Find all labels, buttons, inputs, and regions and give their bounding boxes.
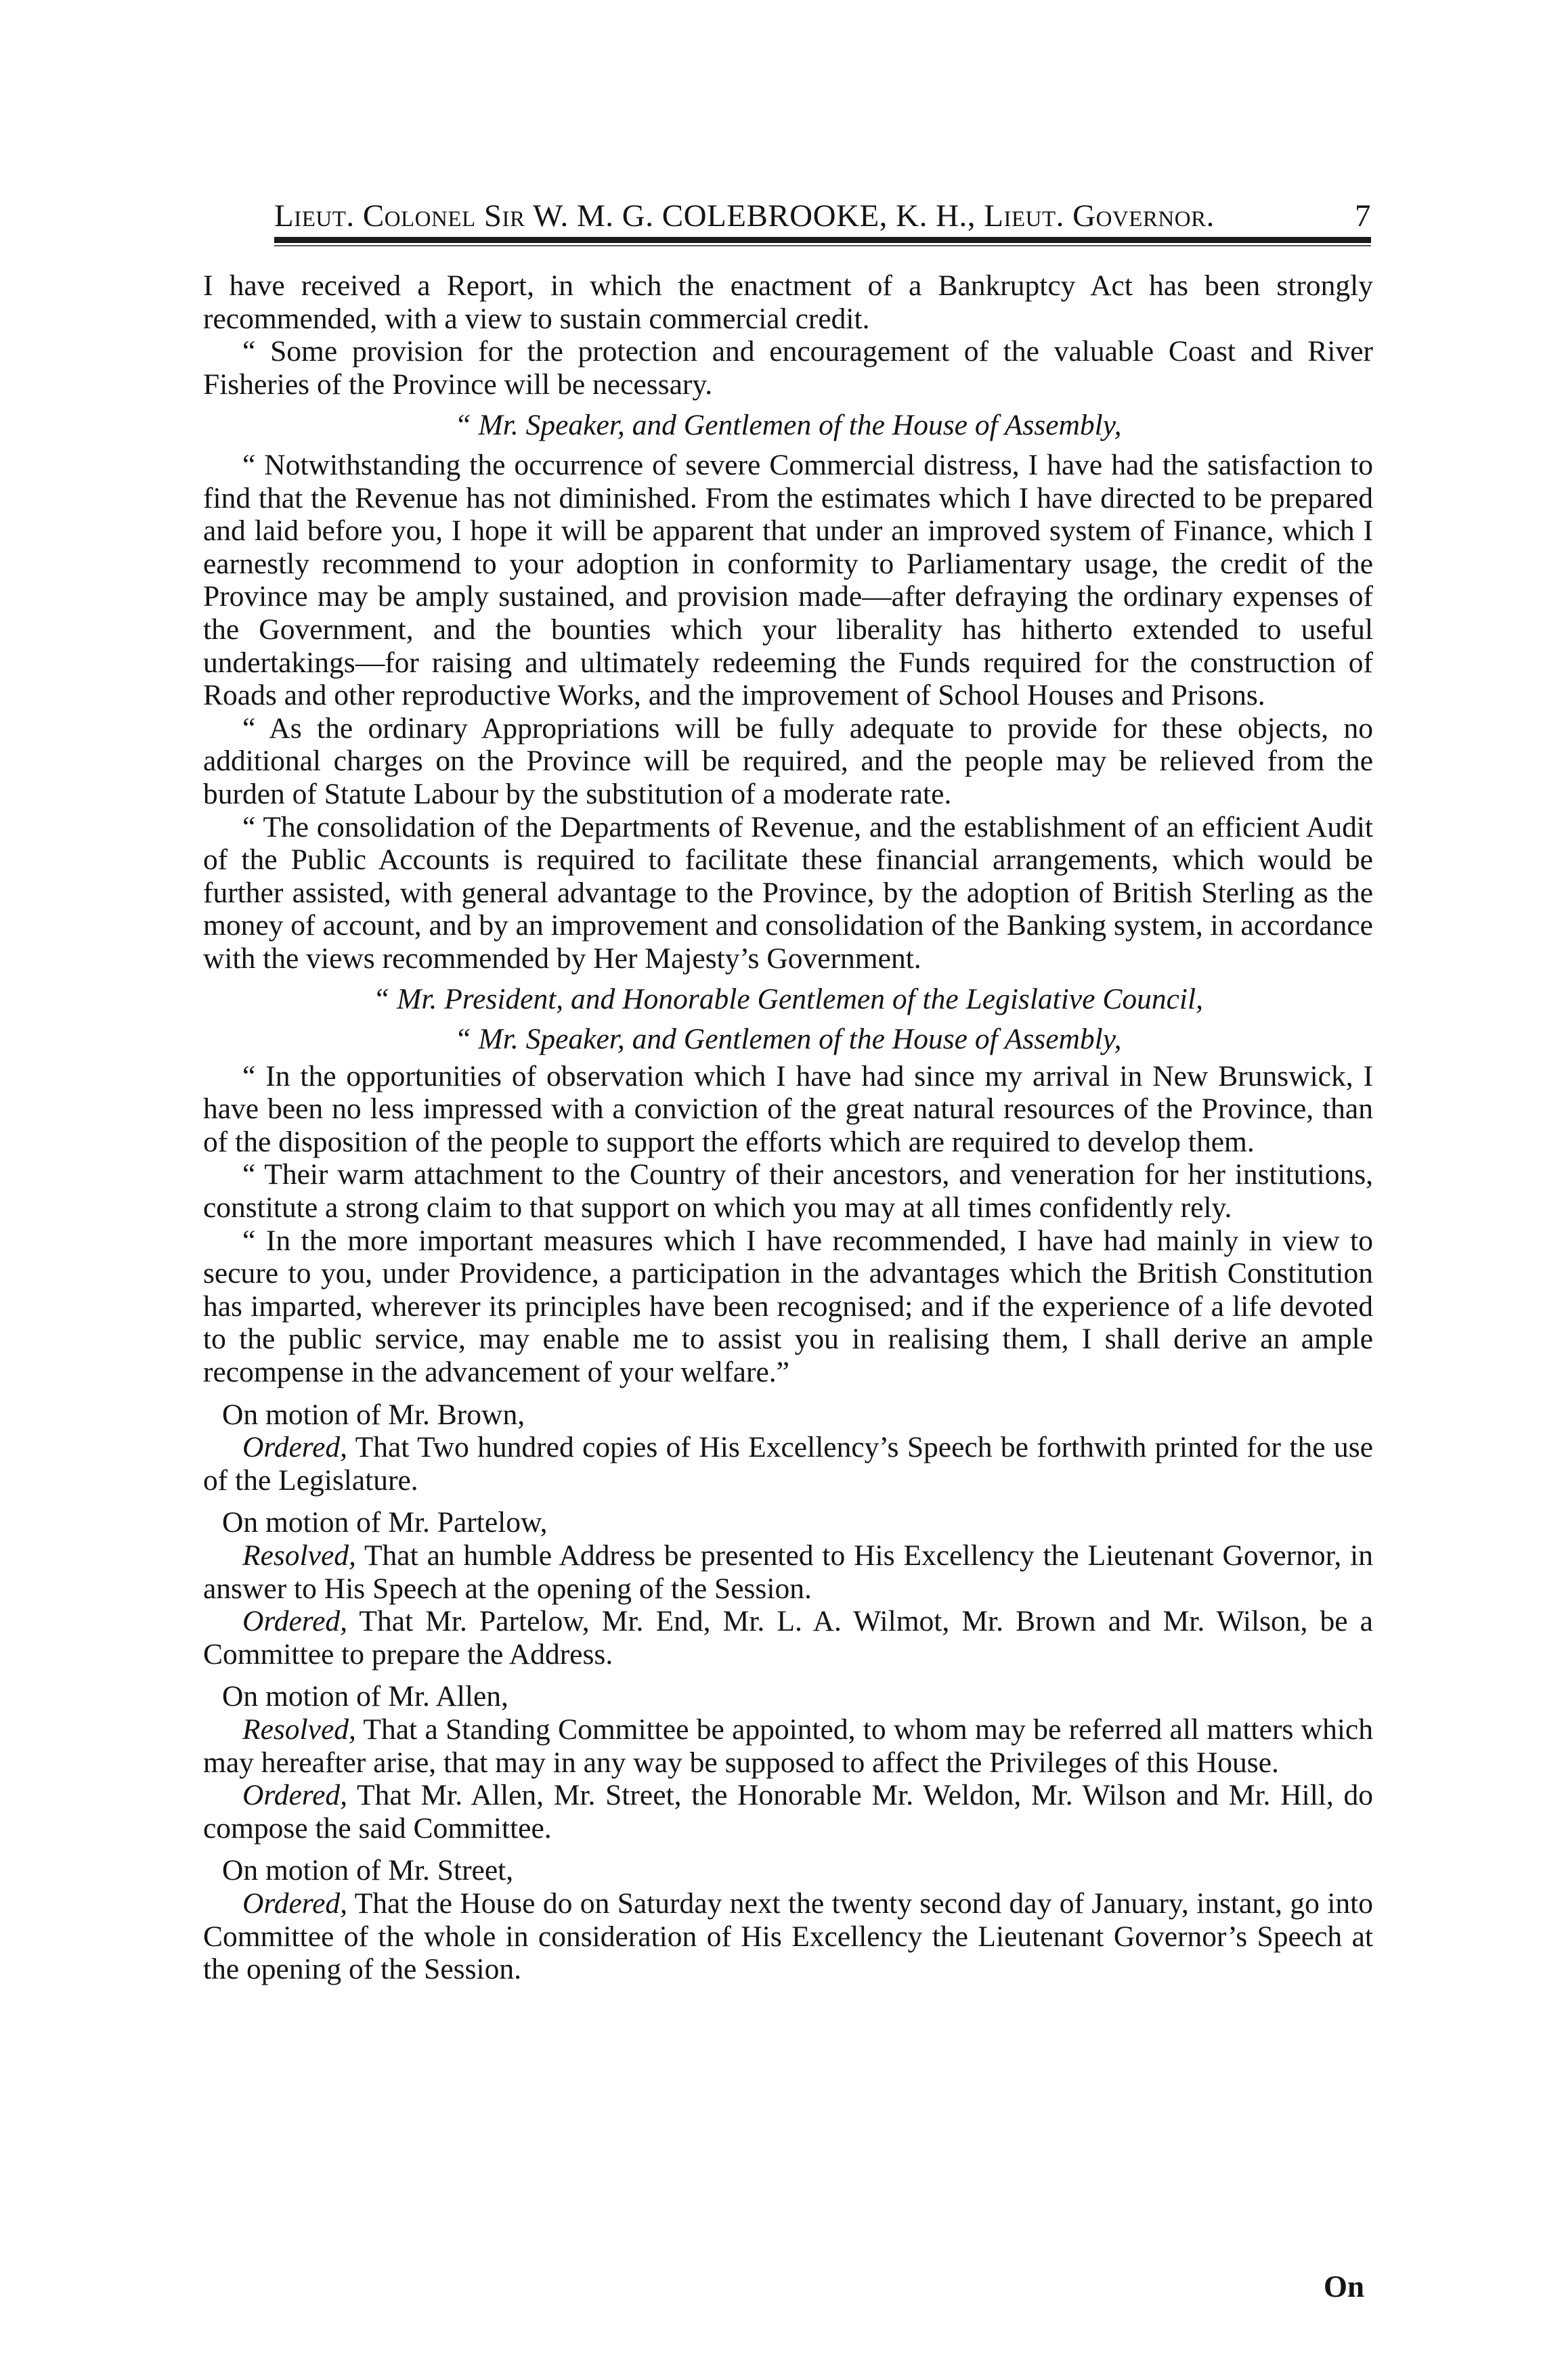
paragraph-fisheries: “ Some provision for the protection and encouragement of the valuable Coast and River Fisheries of the Province will be necessary.: [203, 335, 1373, 401]
motion-allen: On motion of Mr. Allen,: [222, 1680, 508, 1713]
page-number: 7: [1355, 198, 1371, 234]
running-header: [274, 198, 1371, 234]
order-lead: Ordered,: [242, 1431, 348, 1464]
order-text: That Mr. Allen, Mr. Street, the Honorable Mr. Weldon, Mr. Wilson and Mr. Hill, do compose the said Committee.: [203, 1779, 1373, 1845]
paragraph-revenue: “ Notwithstanding the occurrence of severe Commercial distress, I have had the satisfaction to find that the Revenue has not diminished. From the estimates which I have directed to be prepared and laid before you, I hope it will be apparent that under an improved system of Finance, which I earnestly recommend to your adoption in conformity to Parliamentary usage, the credit of the Province may be amply sustained, and provision made—after defraying the ordinary expenses of the Government, and the bounties which your liberality has hitherto extended to useful undertakings—for raising and ultimately redeeming the Funds required for the construction of Roads and other reproductive Works, and the improvement of School Houses and Prisons.: [203, 448, 1373, 712]
paragraph-measures: “ In the more important measures which I have recommended, I have had mainly in view to secure to you, under Providence, a participation in the advantages which the British Constitution has imparted, wherever its principles have been recognised; and if the experience of a life devoted to the public service, may enable me to assist you in realising them, I shall derive an ample recompense in the advancement of your welfare.”: [203, 1224, 1373, 1388]
header-rule-thin: [274, 245, 1371, 246]
resolution-standing-committee: [203, 1713, 1373, 1779]
salutation-assembly: “ Mr. Speaker, and Gentlemen of the House of Assembly,: [454, 409, 1122, 442]
paragraph-appropriations: “ As the ordinary Appropriations will be fully adequate to provide for these objects, no additional charges on the Province will be required, and the people may be relieved from the burden of Statute Labour by the substitution of a moderate rate.: [203, 711, 1373, 810]
order-text: That Two hundred copies of His Excellency’s Speech be forthwith printed for the use of the Legislature.: [203, 1431, 1373, 1497]
order-lead: Ordered,: [242, 1605, 348, 1638]
header-title: Lieut. Colonel Sir W. M. G. COLEBROOKE, K. H., Lieut. Governor.: [274, 198, 1215, 234]
salutation-assembly-2: “ Mr. Speaker, and Gentlemen of the House of Assembly,: [454, 1023, 1122, 1056]
paragraph-observation: “ In the opportunities of observation which I have had since my arrival in New Brunswick, I have been no less impressed with a conviction of the great natural resources of the Province, than of the disposition of the people to support the efforts which are required to develop them.: [203, 1059, 1373, 1158]
resolution-text: That an humble Address be presented to His Excellency the Lieutenant Governor, in answer to His Speech at the opening of the Session.: [203, 1539, 1373, 1605]
paragraph-consolidation: “ The consolidation of the Departments of Revenue, and the establishment of an efficient Audit of the Public Accounts is required to facilitate these financial arrangements, which would be further assisted, with general advantage to the Province, by the adoption of British Sterling as the money of account, and by an improvement and consolidation of the Banking system, in accordance with the views recommended by Her Majesty’s Government.: [203, 810, 1373, 975]
resolution-text: That a Standing Committee be appointed, to whom may be referred all matters which may hereafter arise, that may in any way be supposed to affect the Privileges of this House.: [203, 1713, 1373, 1779]
body-text: [203, 269, 1373, 1986]
motion-street: On motion of Mr. Street,: [222, 1854, 514, 1887]
motion-partelow: On motion of Mr. Partelow,: [222, 1506, 548, 1539]
catchword: On: [1324, 2270, 1365, 2304]
order-printing: [203, 1431, 1373, 1497]
order-lead: Ordered,: [242, 1779, 348, 1812]
order-whole-committee: [203, 1887, 1373, 1986]
salutation-council: “ Mr. President, and Honorable Gentlemen of the Legislative Council,: [373, 983, 1203, 1016]
motion-brown: On motion of Mr. Brown,: [222, 1398, 525, 1431]
order-privileges-committee: [203, 1779, 1373, 1845]
paragraph-attachment: “ Their warm attachment to the Country of their ancestors, and veneration for her institutions, constitute a strong claim to that support on which you may at all times confidently rely.: [203, 1158, 1373, 1225]
order-text: That the House do on Saturday next the twenty second day of January, instant, go into Committee of the whole in consideration of His Excellency the Lieutenant Governor’s Speech at the opening of the Session.: [203, 1887, 1373, 1986]
order-committee: [203, 1605, 1373, 1671]
resolution-lead: Resolved,: [242, 1713, 356, 1746]
resolution-address: [203, 1539, 1373, 1605]
order-text: That Mr. Partelow, Mr. End, Mr. L. A. Wilmot, Mr. Brown and Mr. Wilson, be a Committee to prepare the Address.: [203, 1605, 1373, 1671]
order-lead: Ordered,: [242, 1887, 348, 1920]
paragraph-bankruptcy: I have received a Report, in which the enactment of a Bankruptcy Act has been strongly recommended, with a view to sustain commercial credit.: [203, 269, 1373, 335]
resolution-lead: Resolved,: [242, 1539, 356, 1572]
header-rule: [274, 237, 1371, 243]
